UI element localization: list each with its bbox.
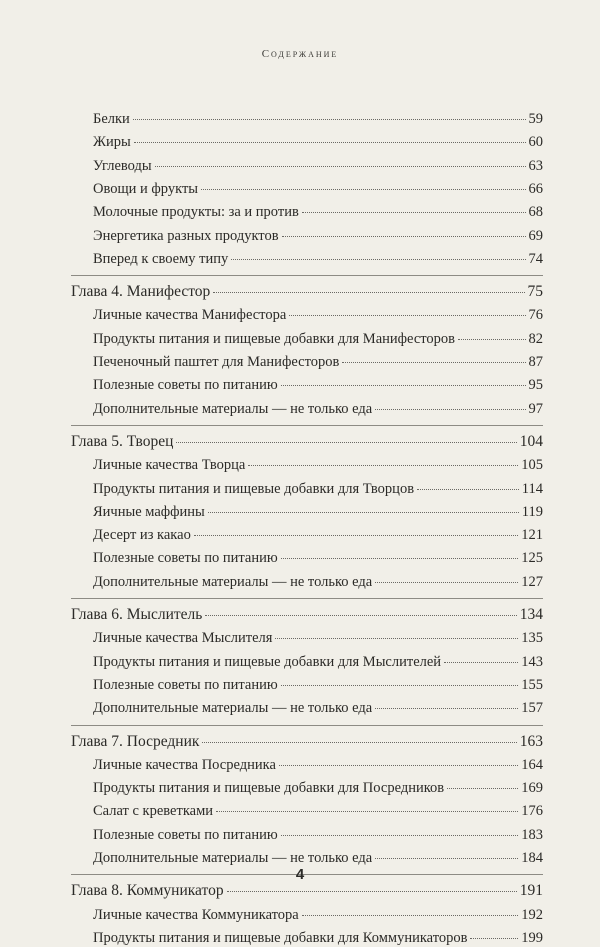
entry-page-number: 199 (521, 929, 543, 946)
dot-leader (342, 362, 525, 363)
entry-title: Полезные советы по питанию (93, 550, 278, 567)
entry-page-number: 95 (528, 377, 543, 394)
toc-entry (93, 157, 543, 175)
toc-entry (93, 456, 543, 474)
entry-page-number: 119 (521, 503, 543, 520)
entry-page-number: 60 (528, 134, 543, 151)
toc-entry (93, 227, 543, 245)
dot-leader (444, 662, 518, 663)
chapter-title: Глава 5. Творец (71, 432, 174, 450)
dot-leader (470, 938, 518, 939)
entry-page-number: 69 (528, 227, 543, 244)
entry-page-number: 104 (519, 432, 543, 450)
toc-entry (93, 353, 543, 371)
toc-entry (93, 549, 543, 567)
entry-page-number: 163 (519, 732, 543, 750)
entry-title: Полезные советы по питанию (93, 377, 278, 394)
dot-leader (227, 891, 517, 892)
chapter-row (71, 283, 543, 301)
toc-entry (93, 849, 543, 867)
chapter-row (71, 606, 543, 624)
entry-title: Овощи и фрукты (93, 180, 199, 197)
entry-page-number: 164 (521, 756, 543, 773)
dot-leader (302, 212, 526, 213)
toc-entry (93, 480, 543, 498)
entry-title: Энергетика разных продуктов (93, 227, 279, 244)
dot-leader (279, 765, 518, 766)
chapter-divider (71, 725, 543, 726)
chapter-title: Глава 4. Манифестор (71, 283, 211, 301)
entry-title: Десерт из какао (93, 527, 191, 544)
toc-entry (93, 573, 543, 591)
entry-page-number: 157 (521, 700, 543, 717)
entry-title: Дополнительные материалы — не только еда (93, 850, 373, 866)
entry-page-number: 105 (521, 457, 543, 474)
chapter-divider (71, 598, 543, 599)
dot-leader (248, 465, 518, 466)
entry-page-number: 63 (528, 157, 543, 174)
entry-title: Личные качества Мыслителя (93, 630, 273, 647)
entry-page-number: 75 (527, 283, 543, 301)
entry-title: Яичные маффины (93, 503, 205, 520)
entry-page-number: 135 (521, 630, 543, 647)
entry-page-number: 191 (519, 882, 543, 900)
chapter-title: Глава 7. Посредник (71, 732, 200, 750)
toc-entry (93, 376, 543, 394)
toc-entry (93, 826, 543, 844)
entry-title: Жиры (93, 134, 131, 151)
entry-page-number: 125 (521, 550, 543, 567)
entry-title: Продукты питания и пищевые добавки для Манифесторов (93, 330, 456, 347)
entry-title: Личные качества Манифестора (93, 307, 287, 324)
entry-title: Салат с креветками (93, 803, 214, 820)
dot-leader (231, 259, 525, 260)
toc-entry (93, 400, 543, 418)
entry-page-number: 155 (521, 676, 543, 693)
dot-leader (447, 788, 518, 789)
dot-leader (375, 858, 518, 859)
toc-entry (93, 699, 543, 717)
toc-entry (93, 330, 543, 348)
entry-title: Молочные продукты: за и против (93, 204, 299, 221)
entry-page-number: 169 (521, 780, 543, 797)
entry-title: Продукты питания и пищевые добавки для Творцов (93, 480, 415, 497)
dot-leader (375, 409, 525, 410)
entry-page-number: 127 (521, 573, 543, 590)
dot-leader (281, 835, 519, 836)
toc-entry (93, 180, 543, 198)
toc-entry (93, 653, 543, 671)
entry-page-number: 82 (528, 330, 543, 347)
dot-leader (134, 142, 526, 143)
toc-entry (93, 306, 543, 324)
dot-leader (133, 119, 526, 120)
chapter-title: Глава 8. Коммуникатор (71, 882, 224, 900)
toc-entry (93, 756, 543, 774)
toc-entry (93, 676, 543, 694)
chapter-divider (71, 275, 543, 276)
toc-entry (93, 503, 543, 521)
chapter-title: Глава 6. Мыслитель (71, 606, 203, 623)
entry-title: Продукты питания и пищевые добавки для Мыслителей (93, 653, 442, 670)
dot-leader (375, 708, 518, 709)
dot-leader (205, 615, 516, 616)
dot-leader (417, 489, 519, 490)
entry-title: Личные качества Коммуникатора (93, 906, 299, 923)
toc-entry (93, 250, 543, 268)
toc-entry (93, 133, 543, 151)
chapter-row (71, 882, 543, 900)
dot-leader (216, 811, 518, 812)
entry-page-number: 121 (521, 527, 543, 544)
dot-leader (213, 292, 524, 293)
entry-page-number: 68 (528, 204, 543, 221)
dot-leader (275, 638, 518, 639)
entry-page-number: 66 (528, 180, 543, 197)
entry-title: Дополнительные материалы — не только еда (93, 400, 373, 417)
entry-title: Личные качества Творца (93, 457, 246, 474)
entry-page-number: 87 (528, 354, 543, 370)
dot-leader (282, 236, 526, 237)
dot-leader (281, 685, 519, 686)
toc-entry (93, 929, 543, 947)
entry-page-number: 176 (521, 803, 543, 820)
chapter-row (71, 733, 543, 751)
chapter-divider (71, 425, 543, 426)
chapter-row (71, 433, 543, 451)
toc-entry (93, 802, 543, 820)
page-number: 4 (295, 866, 305, 883)
dot-leader (302, 915, 519, 916)
toc-entry (93, 110, 543, 128)
toc-entry (93, 203, 543, 221)
dot-leader (155, 166, 526, 167)
dot-leader (281, 558, 519, 559)
entry-page-number: 74 (528, 250, 543, 267)
toc-entry (93, 629, 543, 647)
dot-leader (375, 582, 518, 583)
entry-page-number: 143 (521, 653, 543, 670)
entry-page-number: 76 (528, 307, 543, 324)
entry-title: Дополнительные материалы — не только еда (93, 700, 373, 717)
toc-entry (93, 906, 543, 924)
entry-title: Полезные советы по питанию (93, 826, 278, 843)
dot-leader (458, 339, 525, 340)
dot-leader (208, 512, 519, 513)
entry-page-number: 184 (521, 850, 543, 866)
entry-title: Дополнительные материалы — не только еда (93, 573, 373, 590)
entry-page-number: 97 (528, 400, 543, 417)
entry-title: Личные качества Посредника (93, 756, 276, 773)
entry-page-number: 59 (528, 111, 543, 127)
dot-leader (194, 535, 518, 536)
entry-title: Продукты питания и пищевые добавки для Посредников (93, 780, 445, 797)
dot-leader (281, 385, 526, 386)
dot-leader (176, 442, 516, 443)
dot-leader (202, 742, 516, 743)
entry-page-number: 192 (521, 906, 543, 923)
entry-page-number: 114 (521, 480, 543, 497)
entry-page-number: 134 (519, 606, 543, 623)
toc-entry (93, 526, 543, 544)
entry-title: Вперед к своему типу (93, 250, 229, 267)
dot-leader (289, 315, 525, 316)
dot-leader (201, 189, 525, 190)
entry-title: Печеночный паштет для Манифесторов (93, 354, 340, 370)
entry-title: Углеводы (93, 157, 152, 174)
entry-title: Белки (93, 111, 130, 127)
entry-page-number: 183 (521, 826, 543, 843)
entry-title: Полезные советы по питанию (93, 676, 278, 693)
entry-title: Продукты питания и пищевые добавки для Коммуникаторов (93, 929, 468, 946)
running-header: Содержание (261, 48, 339, 60)
toc-entry (93, 779, 543, 797)
